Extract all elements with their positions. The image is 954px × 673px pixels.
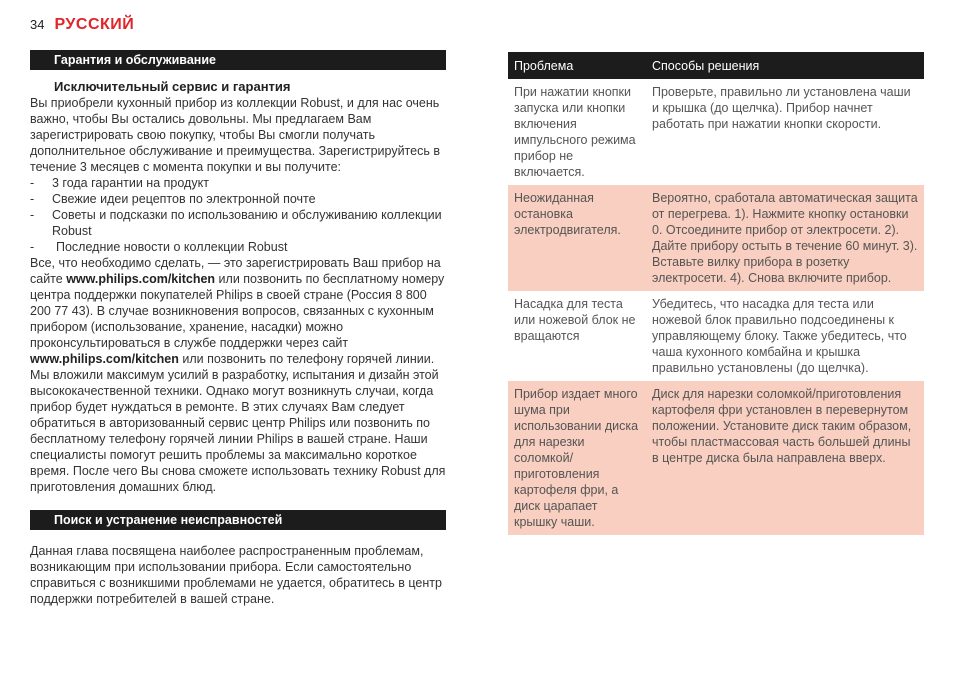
table-header-row: [508, 52, 924, 79]
list-item: - Советы и подсказки по использованию и обслуживанию коллекции Robust: [30, 207, 446, 239]
problem-cell: Неожиданная остановка электродвигателя.: [508, 185, 646, 291]
troubleshooting-intro: Данная глава посвящена наиболее распространенным проблемам, возникающим при использовании прибора. Если самостоятельно справиться с возникшими проблемами не удается, обратитесь в центр поддержки потребителей в вашей стране.: [30, 544, 442, 606]
table-row: [508, 79, 924, 185]
website-link[interactable]: www.philips.com/kitchen: [66, 272, 216, 286]
column-header-problem: Проблема: [508, 52, 646, 79]
benefits-list: [30, 175, 446, 255]
language-label: РУССКИЙ: [54, 16, 135, 33]
problem-cell: Насадка для теста или ножевой блок не вращаются: [508, 291, 646, 381]
solution-cell: Вероятно, сработала автоматическая защита от перегрева. 1). Нажмите кнопку остановки 0. Отсоедините прибор от электросети. 2). Дайте прибору остыть в течение 60 минут. 3). Вставьте вилку прибора в розетку электросети. 4). Снова включите прибор.: [646, 185, 924, 291]
problem-cell: При нажатии кнопки запуска или кнопки включения импульсного режима прибор не включается.: [508, 79, 646, 185]
list-item: - Последние новости о коллекции Robust: [30, 239, 446, 255]
problem-cell: Прибор издает много шума при использовании диска для нарезки соломкой/ приготовления картофеля фри, а диск царапает крышку чаши.: [508, 381, 646, 535]
column-header-solution: Способы решения: [646, 52, 924, 79]
website-link[interactable]: www.philips.com/kitchen: [30, 352, 179, 366]
table-row: [508, 185, 924, 291]
page-header: [30, 16, 134, 34]
left-column: [30, 50, 446, 607]
solution-cell: Убедитесь, что насадка для теста или ножевой блок правильно подсоединены к управляющему блоку. Также убедитесь, что чаша кухонного комбайна и крышка правильно установлены (до щелчка).: [646, 291, 924, 381]
solution-cell: Диск для нарезки соломкой/приготовления картофеля фри установлен в перевернутом положении. Установите диск таким образом, чтобы пластмассовая часть большей длины в центре диска была направлена вверх.: [646, 381, 924, 535]
table-row: [508, 291, 924, 381]
warranty-intro: Вы приобрели кухонный прибор из коллекции Robust, и для нас очень важно, чтобы Вы остались довольны. Мы предлагаем Вам зарегистрировать свою покупку, чтобы Вы смогли получать дополнительное обслуживание и преимущества. Зарегистрируйтесь в течение 3 месяцев с момента покупки и вы получите:: [30, 96, 440, 174]
list-item: - 3 года гарантии на продукт: [30, 175, 446, 191]
body-text: или позвонить по бесплатному номеру центра поддержки покупателей Philips в своей стране (Россия 8 800 200 77 43). В случае возникновения вопросов, связанных с кухонным прибором (использование, хранение, насадки) можно проконсультироваться в службе поддержки через сайт: [30, 272, 445, 350]
page-number: 34: [30, 17, 45, 32]
body-text: или позвонить по телефону горячей линии. Мы вложили максимум усилий в разработку, испытания и дизайн этой высококачественной техники. Однако могут возникнуть случаи, когда прибор будет нуждаться в ремонте. В этих случаях Вам следует обратиться в авторизованный сервис центр Philips или позвонить по бесплатному телефону горячей линии Philips в вашей стране. Наши специалисты помогут решить проблемы за максимально короткое время. После чего Вы снова сможете использовать технику Robust для приготовления домашних блюд.: [30, 352, 446, 494]
right-column: [508, 52, 924, 535]
solution-cell: Проверьте, правильно ли установлена чаши и крышка (до щелчка). Прибор начнет работать при нажатии кнопки скорости.: [646, 79, 924, 185]
troubleshooting-table: [508, 52, 924, 535]
body-text: Все, что необходимо сделать, — это зарегистрировать Ваш прибор на сайте: [30, 256, 441, 286]
table-row: [508, 381, 924, 535]
warranty-subheading: Исключительный сервис и гарантия: [54, 79, 291, 94]
warranty-body: [30, 255, 446, 495]
troubleshooting-section-title: Поиск и устранение неисправностей: [30, 510, 446, 530]
warranty-section-title: Гарантия и обслуживание: [30, 50, 446, 70]
list-item: - Свежие идеи рецептов по электронной почте: [30, 191, 446, 207]
